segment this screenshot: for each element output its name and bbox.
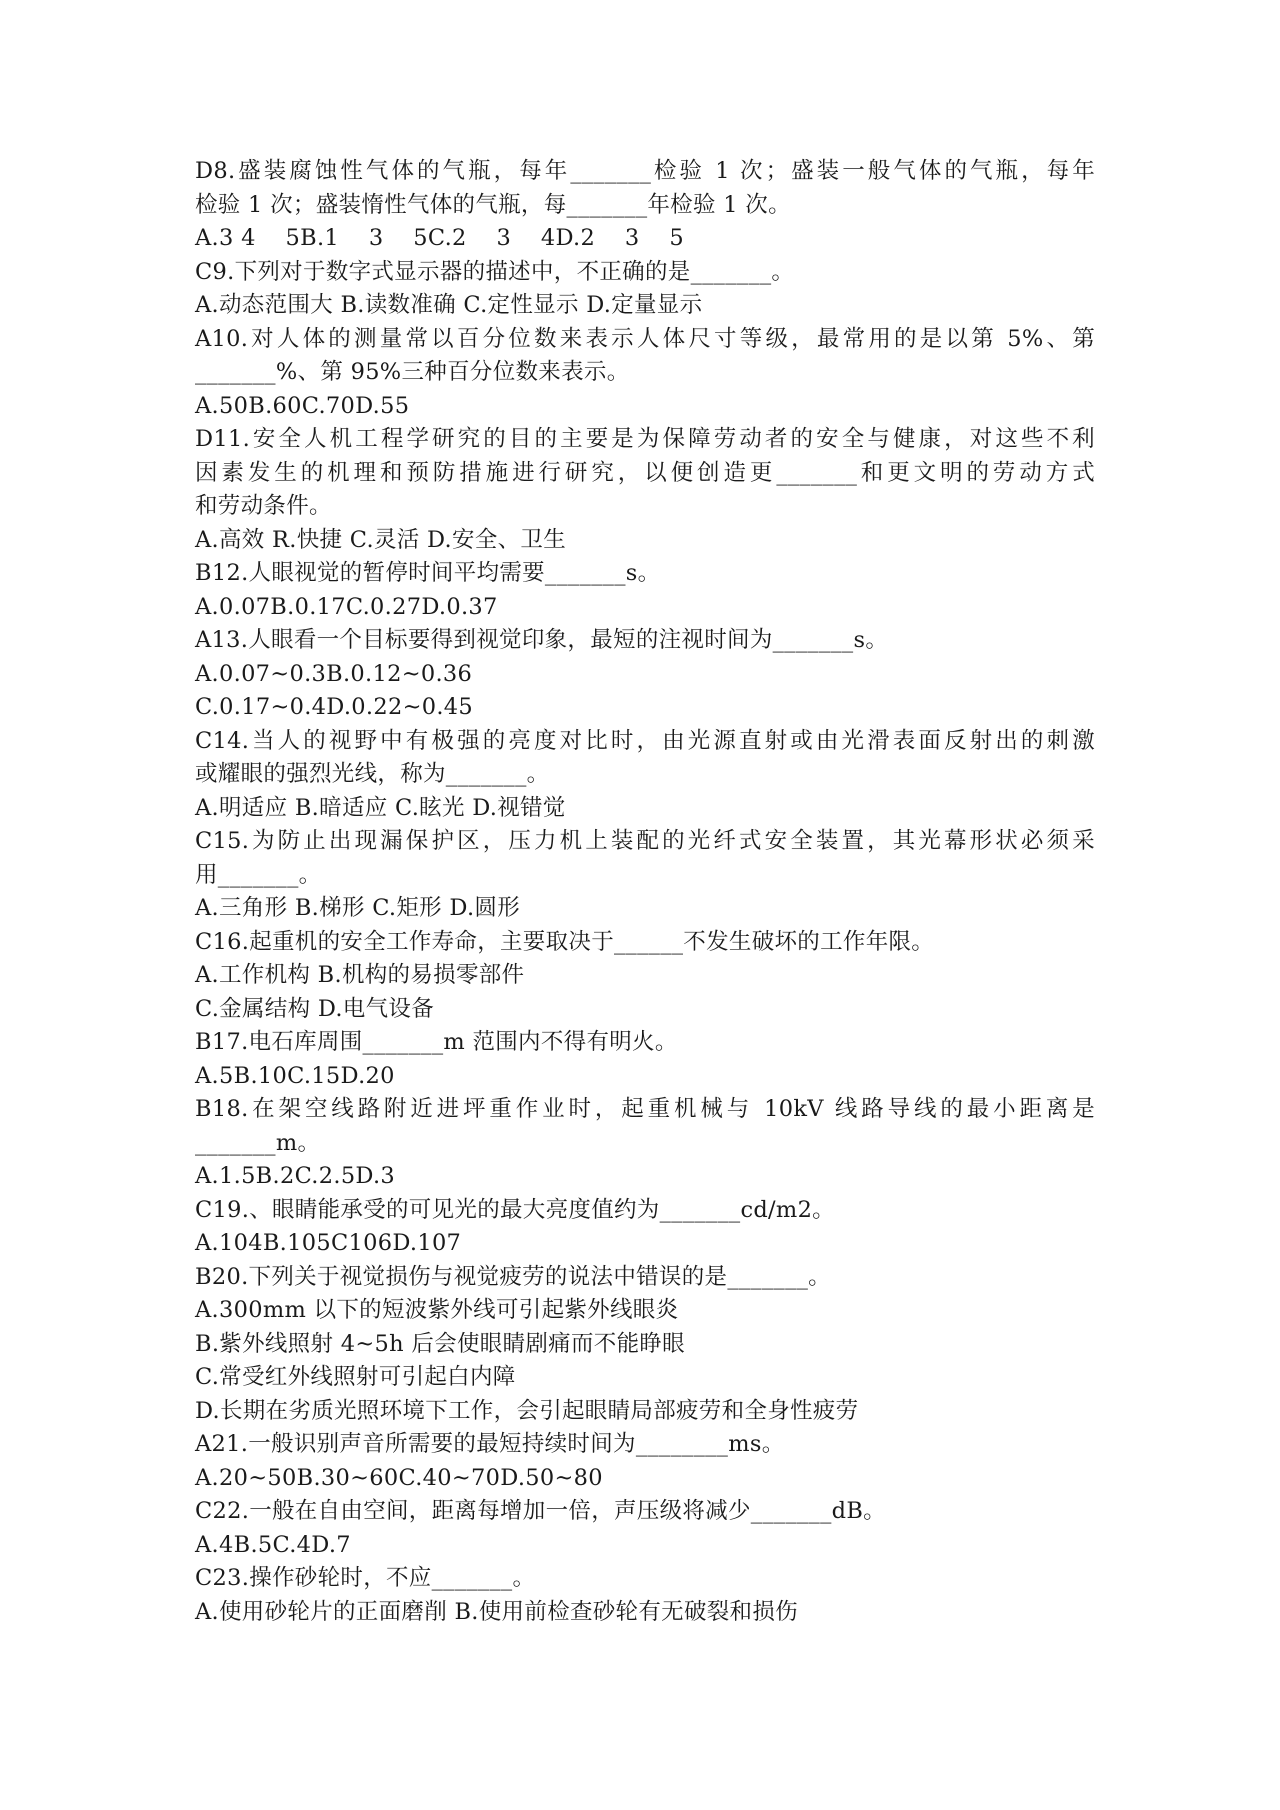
text-line-q13-options-1: A.0.07~0.3B.0.12~0.36 — [195, 660, 473, 687]
text-line-q23-options: A.使用砂轮片的正面磨削 B.使用前检查砂轮有无破裂和损伤 — [195, 1598, 798, 1625]
text-line-q23: C23.操作砂轮时，不应_______。 — [195, 1565, 536, 1591]
text-line-q20-option-b: B.紫外线照射 4~5h 后会使眼睛剧痛而不能睁眼 — [195, 1330, 685, 1357]
text-line-q12-options: A.0.07B.0.17C.0.27D.0.37 — [195, 593, 498, 620]
text-line-q11-3: 和劳动条件。 — [195, 493, 332, 519]
text-line-q8-options: A.3 4 5B.1 3 5C.2 3 4D.2 3 5 — [195, 225, 684, 251]
text-line-q22-options: A.4B.5C.4D.7 — [195, 1531, 351, 1558]
text-line-q15-options: A.三角形 B.梯形 C.矩形 D.圆形 — [195, 895, 520, 921]
text-line-q20-option-c: C.常受红外线照射可引起白内障 — [195, 1364, 516, 1390]
text-line-q17-options: A.5B.10C.15D.20 — [195, 1062, 395, 1089]
text-line-q16: C16.起重机的安全工作寿命，主要取决于______不发生破坏的工作年限。 — [195, 928, 935, 955]
text-line-q14-2: 或耀眼的强烈光线，称为_______。 — [195, 761, 550, 787]
text-line-q18-1: B18.在架空线路附近进坪重作业时，起重机械与 10kV 线路导线的最小距离是 — [195, 1096, 1095, 1122]
text-line-q9-options: A.动态范围大 B.读数准确 C.定性显示 D.定量显示 — [195, 292, 703, 318]
text-line-q20: B20.下列关于视觉损伤与视觉疲劳的说法中错误的是_______。 — [195, 1263, 831, 1290]
text-line-q10-1: A10.对人体的测量常以百分位数来表示人体尺寸等级，最常用的是以第 5%、第 — [195, 325, 1095, 352]
text-line-q10-2: _______%、第 95%三种百分位数来表示。 — [195, 359, 630, 385]
text-line-q15-1: C15.为防止出现漏保护区，压力机上装配的光纤式安全装置，其光幕形状必须采 — [195, 828, 1095, 854]
text-line-q9: C9.下列对于数字式显示器的描述中，不正确的是_______。 — [195, 258, 795, 285]
text-line-q22: C22.一般在自由空间，距离每增加一倍，声压级将减少_______dB。 — [195, 1498, 886, 1524]
text-line-q20-option-d: D.长期在劣质光照环境下工作，会引起眼睛局部疲劳和全身性疲劳 — [195, 1397, 859, 1424]
text-line-q10-options: A.50B.60C.70D.55 — [195, 392, 410, 419]
text-line-q19-options: A.104B.105C106D.107 — [195, 1230, 462, 1256]
text-line-q11-options: A.高效 R.快捷 C.灵活 D.安全、卫生 — [195, 526, 567, 553]
text-line-q18-2: _______m。 — [195, 1129, 321, 1156]
text-line-q16-options-1: A.工作机构 B.机构的易损零部件 — [195, 962, 525, 988]
text-line-q14-options: A.明适应 B.暗适应 C.眩光 D.视错觉 — [195, 794, 566, 821]
text-line-q15-2: 用_______。 — [195, 861, 322, 888]
document-page — [195, 155, 1095, 1629]
text-line-q11-1: D11.安全人机工程学研究的目的主要是为保障劳动者的安全与健康，对这些不利 — [195, 426, 1095, 452]
text-line-q13: A13.人眼看一个目标要得到视觉印象，最短的注视时间为_______s。 — [195, 627, 889, 653]
text-line-q13-options-2: C.0.17~0.4D.0.22~0.45 — [195, 694, 474, 720]
text-line-q21: A21.一般识别声音所需要的最短持续时间为________ms。 — [195, 1431, 785, 1457]
text-line-q21-options: A.20~50B.30~60C.40~70D.50~80 — [195, 1464, 603, 1491]
text-line-q11-2: 因素发生的机理和预防措施进行研究，以便创造更_______和更文明的劳动方式 — [195, 459, 1095, 486]
text-line-q18-options: A.1.5B.2C.2.5D.3 — [195, 1163, 396, 1189]
text-line-q20-option-a: A.300mm 以下的短波紫外线可引起紫外线眼炎 — [195, 1297, 679, 1323]
text-line-q17: B17.电石库周围_______m 范围内不得有明火。 — [195, 1029, 678, 1055]
text-line-q19: C19.、眼睛能承受的可见光的最大亮度值约为_______cd/m2。 — [195, 1196, 835, 1223]
text-line-q14-1: C14.当人的视野中有极强的亮度对比时，由光源直射或由光滑表面反射出的刺激 — [195, 727, 1095, 754]
text-line-q12: B12.人眼视觉的暂停时间平均需要_______s。 — [195, 560, 661, 586]
text-line-q8-2: 检验 1 次；盛装惰性气体的气瓶，每_______年检验 1 次。 — [195, 191, 791, 218]
text-line-q8-1: D8.盛装腐蚀性气体的气瓶，每年_______检验 1 次；盛装一般气体的气瓶，每年 — [195, 158, 1095, 184]
text-line-q16-options-2: C.金属结构 D.电气设备 — [195, 995, 435, 1022]
